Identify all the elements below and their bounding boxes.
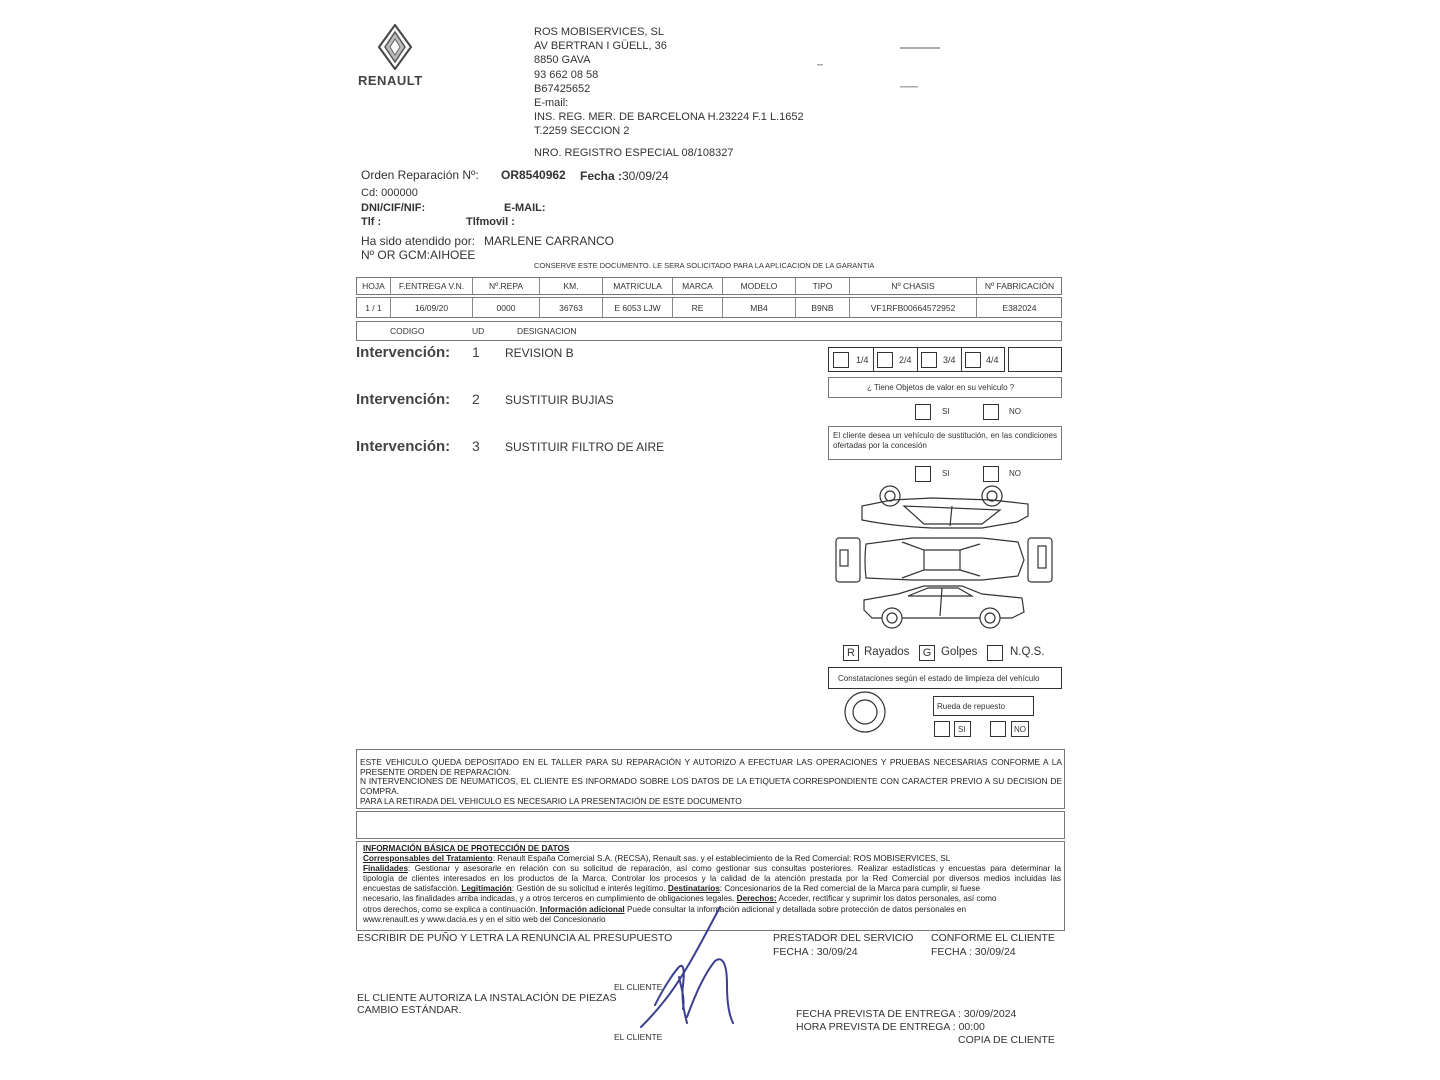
deposit-line: COMPRA. bbox=[360, 786, 400, 797]
fuel-checkbox-3-4[interactable] bbox=[921, 352, 937, 368]
intervention-description: SUSTITUIR BUJIAS bbox=[505, 393, 614, 407]
renuncia-text: ESCRIBIR DE PUÑO Y LETRA LA RENUNCIA AL PRESUPUESTO bbox=[357, 932, 673, 944]
table-cell: E 6053 LJW bbox=[602, 298, 672, 317]
cd-code: Cd: 000000 bbox=[361, 187, 418, 199]
intervention-description: REVISION B bbox=[505, 346, 574, 360]
table-cell: 36763 bbox=[539, 298, 602, 317]
data-protection-line: otros derechos, como se explica a continuación. Información adicional Puede consultar la información adicional y detallada sobre protección de datos personales en bbox=[363, 904, 967, 914]
data-protection-line: necesario, las finalidades arriba indicadas, y a otros terceros en cumplimiento de obligaciones legales. Derechos: Acceder, rectificar y suprimir los datos personales, así como bbox=[363, 894, 997, 904]
fuel-level-box bbox=[828, 347, 1005, 372]
replacement-yes-checkbox[interactable] bbox=[915, 466, 931, 482]
replacement-vehicle-box bbox=[828, 426, 1062, 460]
table-header-cell: KM. bbox=[539, 278, 602, 294]
conforme-date: FECHA : 30/09/24 bbox=[931, 946, 1016, 958]
conforme-label: CONFORME EL CLIENTE bbox=[931, 932, 1055, 944]
signature bbox=[635, 905, 755, 1030]
company-line: AV BERTRAN I GÜELL, 36 bbox=[534, 40, 667, 53]
fuel-checkbox-1-4[interactable] bbox=[833, 352, 849, 368]
renault-logo bbox=[370, 24, 420, 70]
delivery-time: HORA PREVISTA DE ENTREGA : 00:00 bbox=[796, 1021, 985, 1033]
fuel-label: 3/4 bbox=[943, 355, 956, 365]
observations-box bbox=[356, 811, 1065, 839]
table-cell: E382024 bbox=[976, 298, 1062, 317]
spare-wheel-label: Rueda de repuesto bbox=[937, 702, 1006, 711]
fuel-label: 4/4 bbox=[986, 355, 999, 365]
car-top-view bbox=[862, 486, 1028, 528]
autoriza-line-1: EL CLIENTE AUTORIZA LA INSTALACIÓN DE PIEZAS bbox=[357, 992, 617, 1004]
client-signature-label: EL CLIENTE bbox=[614, 982, 663, 992]
company-line: T.2259 SECCION 2 bbox=[534, 125, 630, 138]
valuables-no-checkbox[interactable] bbox=[983, 404, 999, 420]
deposit-line: PARA LA RETIRADA DEL VEHICULO ES NECESARIO LA PRESENTACIÓN DE ESTE DOCUMENTO bbox=[360, 795, 742, 806]
data-protection-line: tipología de clientes interesados en los productos de la Marca. Controlar los procesos y la calidad de la atención prestada por la Red Comercial por diversos medios incluidas las bbox=[363, 874, 1061, 884]
scratch-legend-label: Rayados bbox=[864, 646, 910, 658]
table-header-cell: Nº CHASIS bbox=[849, 278, 976, 294]
company-block bbox=[534, 25, 804, 139]
autoriza-line-2: CAMBIO ESTÁNDAR. bbox=[357, 1004, 462, 1016]
valuables-question: ¿ Tiene Objetos de valor en su vehiculo ? bbox=[867, 383, 1015, 392]
table-cell: 0000 bbox=[472, 298, 539, 317]
nqs-legend-box[interactable] bbox=[987, 645, 1003, 661]
attended-by: MARLENE CARRANCO bbox=[484, 234, 615, 248]
valuables-yes-label: SI bbox=[942, 407, 950, 416]
company-line: B67425652 bbox=[534, 82, 591, 95]
col-designacion: DESIGNACION bbox=[517, 326, 577, 336]
data-protection-line: encuestas de satisfacción. Legitimación: Gestión de su solicitud e interés legítimo. Destinatarios: Concesionarios de la Red comercial de la Marca para cumplir, si fuese bbox=[363, 884, 981, 894]
gcm-label: Nº OR GCM: bbox=[361, 248, 431, 262]
spare-wheel-box bbox=[933, 696, 1034, 716]
deposit-line: PRESENTE ORDEN DE REPARACIÓN. bbox=[360, 766, 512, 777]
cleaning-box bbox=[828, 667, 1062, 689]
company-line: 8850 GAVA bbox=[534, 54, 591, 67]
replacement-no-label: NO bbox=[1009, 469, 1021, 478]
attended-label: Ha sido atendido por: bbox=[361, 234, 476, 248]
fuel-label: 2/4 bbox=[899, 355, 912, 365]
intervention-number: 3 bbox=[472, 438, 480, 454]
table-header-cell: F.ENTREGA V.N. bbox=[390, 278, 472, 294]
spare-wheel-yes-label: SI bbox=[958, 725, 966, 734]
order-date-label: Fecha : bbox=[580, 169, 623, 183]
intervention-label: Intervención: bbox=[356, 391, 451, 408]
table-cell: RE bbox=[672, 298, 722, 317]
valuables-question-box bbox=[828, 377, 1062, 398]
email-label: E-MAIL: bbox=[504, 202, 546, 214]
deposit-line: N INTERVENCIONES DE NEUMATICOS, EL CLIENTE ES INFORMADO SOBRE LOS DATOS DE LA ETIQUETA CORRESPONDIENTE CON CARACTER PREVIO A SU DECISION DE bbox=[360, 776, 1062, 787]
fuel-checkbox-4-4[interactable] bbox=[965, 352, 981, 368]
table-cell: MB4 bbox=[722, 298, 795, 317]
spare-wheel-yes-checkbox[interactable] bbox=[934, 721, 950, 737]
company-line: ROS MOBISERVICES, SL bbox=[534, 26, 665, 38]
gcm-value: AIHOEE bbox=[430, 248, 476, 262]
copy-label: COPIA DE CLIENTE bbox=[958, 1034, 1055, 1046]
spare-wheel-no-label-box bbox=[1011, 721, 1029, 737]
deposit-notice-box bbox=[356, 749, 1065, 809]
nqs-legend-label: N.Q.S. bbox=[1010, 646, 1045, 658]
col-ud: UD bbox=[472, 326, 485, 336]
table-header-cell: TIPO bbox=[795, 278, 849, 294]
order-label: Orden Reparación Nº: bbox=[361, 168, 479, 182]
tlf-label: Tlf : bbox=[361, 216, 382, 228]
valuables-yes-checkbox[interactable] bbox=[915, 404, 931, 420]
replacement-yes-label: SI bbox=[942, 469, 950, 478]
car-plan-view bbox=[836, 538, 1052, 582]
intervention-label: Intervención: bbox=[356, 344, 451, 361]
dent-legend-box: G bbox=[919, 645, 935, 661]
spare-wheel-yes-label-box bbox=[954, 721, 971, 737]
table-header-cell: HOJA bbox=[362, 281, 385, 291]
table-header-cell: MARCA bbox=[672, 278, 722, 294]
intervention-number: 2 bbox=[472, 391, 480, 407]
vehicle-table-header bbox=[356, 277, 1062, 295]
items-header bbox=[356, 321, 1062, 341]
replacement-no-checkbox[interactable] bbox=[983, 466, 999, 482]
cleaning-text: Constataciones según el estado de limpieza del vehículo bbox=[838, 674, 1040, 683]
car-damage-diagram bbox=[832, 484, 1060, 636]
deposit-line: ESTE VEHICULO QUEDA DEPOSITADO EN EL TALLER PARA SU REPARACIÓN Y AUTORIZO A EFECTUAR LAS OPERACIONES Y PRUEBAS NECESARIAS CONFORME A LA bbox=[360, 757, 1062, 767]
table-header-cell: Nº.REPA bbox=[472, 278, 539, 294]
registry-number: NRO. REGISTRO ESPECIAL 08/108327 bbox=[534, 147, 734, 159]
table-cell: B9NB bbox=[795, 298, 849, 317]
spare-wheel-no-checkbox[interactable] bbox=[990, 721, 1006, 737]
brand-name: RENAULT bbox=[358, 73, 423, 88]
fuel-checkbox-2-4[interactable] bbox=[877, 352, 893, 368]
dni-label: DNI/CIF/NIF: bbox=[361, 202, 426, 214]
table-cell: VF1RFB00664572952 bbox=[849, 298, 976, 317]
fuel-label: 1/4 bbox=[856, 355, 869, 365]
scratch-legend-box: R bbox=[843, 645, 859, 661]
data-protection-line: Finalidades: Gestionar y asesorarle en relación con su solicitud de reparación, así como gestionar sus consultas posteriores. Realizar estadísticas y encuestas para determinar la bbox=[363, 864, 1061, 874]
order-number: OR8540962 bbox=[501, 168, 566, 182]
col-codigo: CODIGO bbox=[390, 326, 425, 336]
prestador-label: PRESTADOR DEL SERVICIO bbox=[773, 932, 914, 944]
data-protection-title: INFORMACIÓN BÁSICA DE PROTECCIÓN DE DATOS bbox=[363, 844, 570, 853]
table-cell: 1 / 1 bbox=[365, 303, 382, 313]
valuables-no-label: NO bbox=[1009, 407, 1021, 416]
car-side-view bbox=[864, 586, 1024, 628]
tire-icon bbox=[843, 690, 887, 734]
warranty-notice: CONSERVE ESTE DOCUMENTO. LE SERA SOLICITADO PARA LA APLICACION DE LA GARANTIA bbox=[534, 261, 875, 270]
tlfmovil-label: Tlfmovil : bbox=[466, 216, 515, 228]
intervention-number: 1 bbox=[472, 344, 480, 360]
company-line: 93 662 08 58 bbox=[534, 68, 599, 81]
data-protection-line: www.renault.es y www.dacia.es y en el sitio web del Concesionario bbox=[363, 914, 606, 924]
table-header-cell: MATRICULA bbox=[602, 278, 672, 294]
company-line: E-mail: bbox=[534, 97, 569, 110]
faded-marks bbox=[815, 44, 955, 94]
client-signature-label: EL CLIENTE bbox=[614, 1032, 663, 1042]
delivery-date: FECHA PREVISTA DE ENTREGA : 30/09/2024 bbox=[796, 1008, 1017, 1020]
vehicle-table-row bbox=[356, 297, 1062, 318]
fuel-extra-box bbox=[1008, 347, 1062, 372]
order-date: 30/09/24 bbox=[622, 169, 669, 183]
prestador-date: FECHA : 30/09/24 bbox=[773, 946, 858, 958]
table-header-cell: Nº FABRICACIÓN bbox=[976, 278, 1062, 294]
intervention-description: SUSTITUIR FILTRO DE AIRE bbox=[505, 440, 665, 454]
replacement-vehicle-text: El cliente desea un vehículo de sustitución, en las condiciones ofertadas por la concesión bbox=[833, 431, 1057, 450]
table-header-cell: MODELO bbox=[722, 278, 795, 294]
data-protection-line: Corresponsables del Tratamiento: Renault España Comercial S.A. (RECSA), Renault sas. y el establecimiento de la Red Comercial: ROS MOBISERVICES, SL bbox=[363, 854, 951, 864]
intervention-label: Intervención: bbox=[356, 438, 451, 455]
spare-wheel-no-label: NO bbox=[1014, 725, 1026, 734]
dent-legend-label: Golpes bbox=[941, 646, 978, 658]
table-cell: 16/09/20 bbox=[390, 298, 472, 317]
company-line: INS. REG. MER. DE BARCELONA H.23224 F.1 L.1652 bbox=[534, 111, 804, 124]
